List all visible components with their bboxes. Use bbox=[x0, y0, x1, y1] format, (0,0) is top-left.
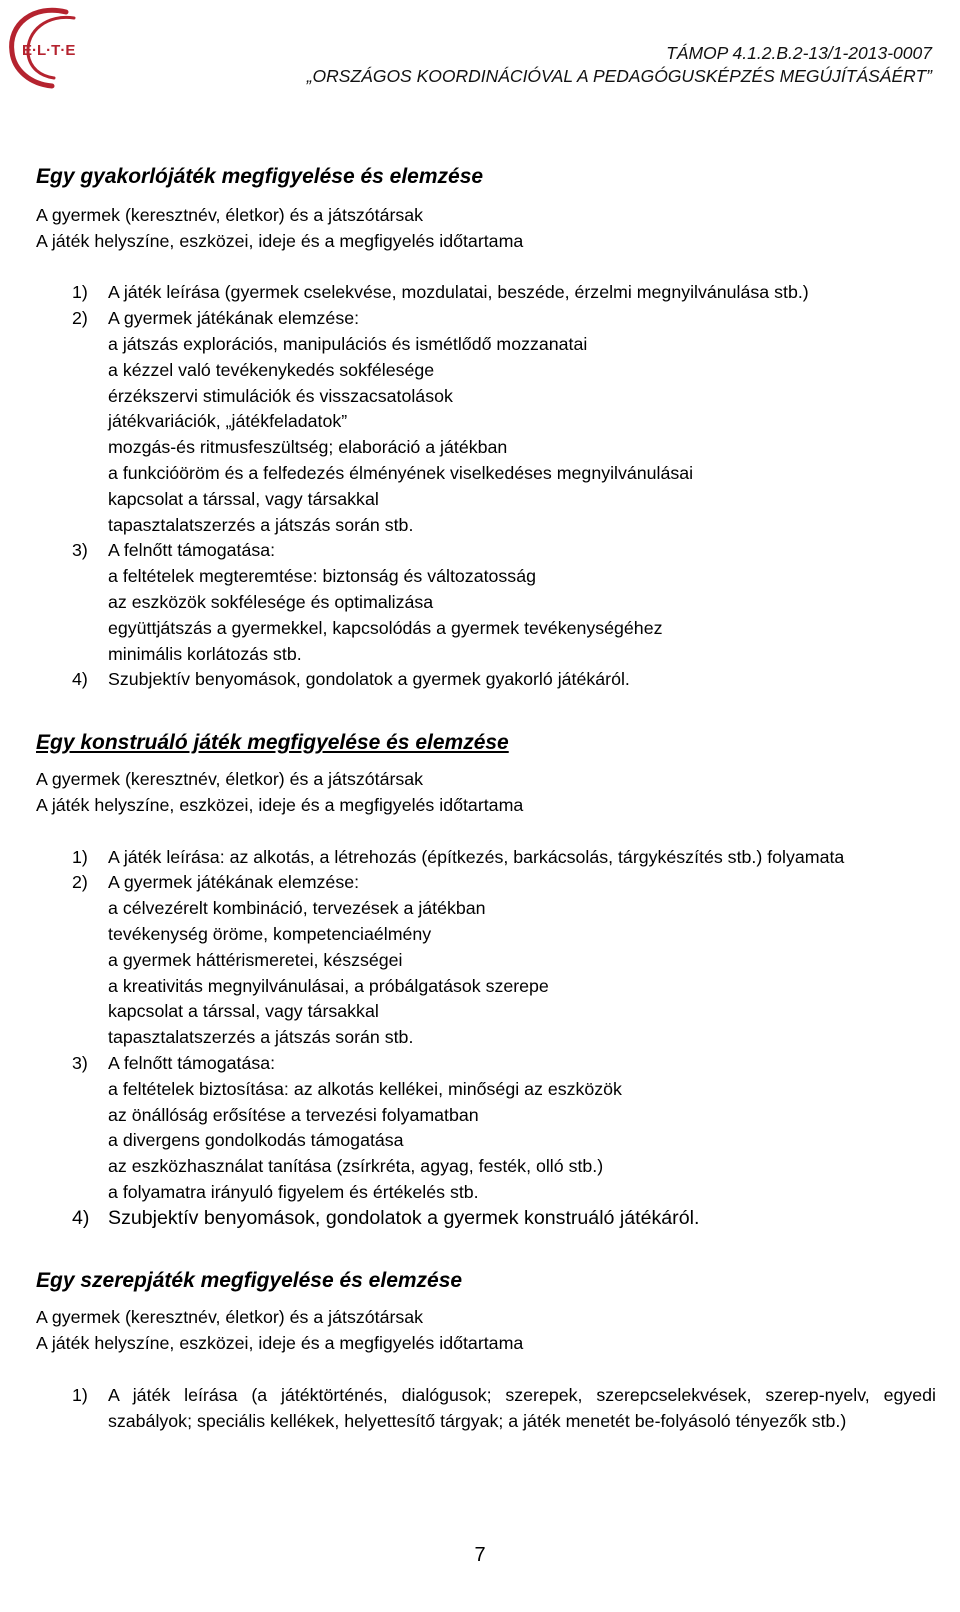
sub-item: a gyermek háttérismeretei, készségei bbox=[108, 949, 403, 970]
elte-logo bbox=[4, 4, 104, 92]
sub-item: tapasztalatszerzés a játszás során stb. bbox=[108, 514, 414, 535]
list-item bbox=[36, 1206, 936, 1232]
item-number: 3) bbox=[72, 1052, 88, 1073]
sub-item: a játszás explorációs, manipulációs és ismétlődő mozzanatai bbox=[108, 333, 588, 354]
sub-item: a kreativitás megnyilvánulásai, a próbálgatások szerepe bbox=[108, 975, 549, 996]
intro-line: A gyermek (keresztnév, életkor) és a játszótársak bbox=[36, 1307, 424, 1328]
item-number: 1) bbox=[72, 282, 88, 303]
section-title: Egy gyakorlójáték megfigyelése és elemzése bbox=[36, 165, 484, 188]
sub-item: a divergens gondolkodás támogatása bbox=[108, 1130, 404, 1151]
section-construction-game bbox=[36, 729, 936, 1231]
sub-item: tevékenység öröme, kompetenciaélmény bbox=[108, 923, 432, 944]
page-number: 7 bbox=[474, 1544, 486, 1566]
sub-item: kapcsolat a társsal, vagy társakkal bbox=[108, 1001, 379, 1022]
sub-item: a folyamatra irányuló figyelem és értékelés stb. bbox=[108, 1181, 479, 1202]
intro-line: A gyermek (keresztnév, életkor) és a játszótársak bbox=[36, 205, 424, 225]
sub-item: együttjátszás a gyermekkel, kapcsolódás a gyermek tevékenységéhez bbox=[108, 617, 663, 638]
item-text: A játék leírása: az alkotás, a létrehozás (építkezés, barkácsolás, tárgykészítés stb.) folyamata bbox=[108, 846, 845, 867]
section-practice-game bbox=[36, 163, 936, 693]
sub-item: a funkcióöröm és a felfedezés élményének viselkedéses megnyilvánulásai bbox=[108, 462, 694, 483]
sub-item: játékvariációk, „játékfeladatok” bbox=[108, 411, 348, 432]
list-item bbox=[36, 280, 936, 306]
list-item bbox=[36, 845, 936, 871]
item-number: 2) bbox=[72, 872, 88, 893]
list-item bbox=[36, 667, 936, 693]
item-number: 4) bbox=[72, 669, 88, 690]
item-number: 1) bbox=[72, 1384, 88, 1405]
item-text: A játék leírása (a játéktörténés, dialógusok; szerepek, szerepcselekvések, szerep-nyelv, egyedi szabályok; speciális kellékek, helyettesítő tárgyak; a játék menetét be-folyásoló tényezők stb.) bbox=[108, 1384, 936, 1431]
item-number: 3) bbox=[72, 540, 88, 561]
item-text: A felnőtt támogatása: bbox=[108, 540, 276, 561]
item-text: A játék leírása (gyermek cselekvése, mozdulatai, beszéde, érzelmi megnyilvánulása stb.) bbox=[108, 282, 809, 303]
intro-line: A játék helyszíne, eszközei, ideje és a megfigyelés időtartama bbox=[36, 794, 524, 815]
list-item bbox=[36, 1051, 936, 1206]
document-body bbox=[36, 163, 936, 1434]
sub-item: érzékszervi stimulációk és visszacsatolások bbox=[108, 385, 453, 406]
sub-item: mozgás-és ritmusfeszültség; elaboráció a játékban bbox=[108, 437, 508, 458]
sub-item: az önállóság erősítése a tervezési folyamatban bbox=[108, 1104, 479, 1125]
sub-item: a célvezérelt kombináció, tervezések a játékban bbox=[108, 898, 486, 919]
project-title: „ORSZÁGOS KOORDINÁCIÓVAL A PEDAGÓGUSKÉPZÉS MEGÚJÍTÁSÁÉRT” bbox=[306, 66, 932, 86]
section-title: Egy szerepjáték megfigyelése és elemzése bbox=[36, 1269, 463, 1293]
item-text: A gyermek játékának elemzése: bbox=[108, 308, 360, 329]
section-role-play bbox=[36, 1267, 936, 1434]
section-title: Egy konstruáló játék megfigyelése és elemzése bbox=[36, 731, 509, 755]
sub-item: a feltételek biztosítása: az alkotás kellékei, minőségi az eszközök bbox=[108, 1078, 622, 1099]
list-item bbox=[36, 538, 936, 667]
sub-item: kapcsolat a társsal, vagy társakkal bbox=[108, 488, 379, 509]
sub-item: az eszközök sokfélesége és optimalizása bbox=[108, 591, 434, 612]
intro-line: A gyermek (keresztnév, életkor) és a játszótársak bbox=[36, 769, 424, 790]
sub-item: a kézzel való tevékenykedés sokfélesége bbox=[108, 359, 435, 380]
item-number: 1) bbox=[72, 846, 88, 867]
intro-line: A játék helyszíne, eszközei, ideje és a megfigyelés időtartama bbox=[36, 1333, 524, 1354]
item-text: A felnőtt támogatása: bbox=[108, 1052, 276, 1073]
item-text: Szubjektív benyomások, gondolatok a gyermek konstruáló játékáról. bbox=[108, 1206, 700, 1229]
item-text: Szubjektív benyomások, gondolatok a gyermek gyakorló játékáról. bbox=[108, 669, 630, 690]
item-number: 2) bbox=[72, 308, 88, 329]
intro-line: A játék helyszíne, eszközei, ideje és a megfigyelés időtartama bbox=[36, 230, 524, 251]
list-item bbox=[36, 870, 936, 1051]
sub-item: az eszközhasználat tanítása (zsírkréta, agyag, festék, olló stb.) bbox=[108, 1156, 604, 1177]
list-item bbox=[36, 1383, 936, 1435]
sub-item: a feltételek megteremtése: biztonság és változatosság bbox=[108, 566, 536, 587]
sub-item: minimális korlátozás stb. bbox=[108, 643, 302, 664]
item-text: A gyermek játékának elemzése: bbox=[108, 872, 360, 893]
logo-text: E·L·T·E bbox=[22, 42, 76, 59]
project-header bbox=[307, 42, 932, 88]
project-code: TÁMOP 4.1.2.B.2-13/1-2013-0007 bbox=[666, 43, 932, 63]
list-item bbox=[36, 306, 936, 538]
sub-item: tapasztalatszerzés a játszás során stb. bbox=[108, 1027, 414, 1048]
item-number: 4) bbox=[72, 1206, 90, 1229]
